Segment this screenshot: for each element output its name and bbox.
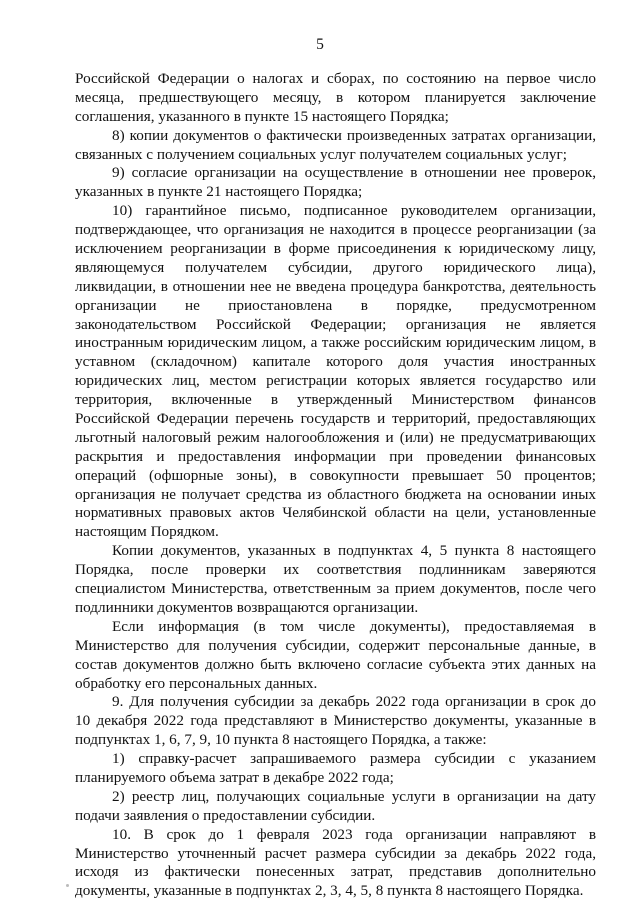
text-line: подачи заявления о предоставлении субсидии. xyxy=(75,806,376,824)
text-line: раскрытия и предоставления информации при проведении финансовых xyxy=(75,447,596,465)
text-line: организации не приостановлена в порядке, предусмотренном xyxy=(75,296,596,314)
text-line: 9. Для получения субсидии за декабрь 2022 года организации в срок до xyxy=(112,693,596,711)
text-line: нормативных правовых актов Челябинской области на цели, установленные xyxy=(75,504,596,522)
text-line: иностранным юридическим лицом, а также российским юридическим лицом, в xyxy=(75,334,596,352)
text-line: операций (офшорные зоны), в совокупности превышает 50 процентов; xyxy=(75,466,596,484)
text-line: соглашения, указанного в пункте 15 настоящего Порядка; xyxy=(75,107,449,125)
text-line: Порядка, после проверки их соответствия подлинникам заверяются xyxy=(75,561,596,579)
text-line: исключением реорганизации в форме присоединения к юридическому лицу, xyxy=(75,240,596,258)
text-line: планируемого объема затрат в декабре 2022 года; xyxy=(75,768,394,786)
page-number: 5 xyxy=(316,36,324,53)
text-line: ликвидации, в отношении нее не введена процедура банкротства, деятельность xyxy=(75,277,596,295)
text-line: уставном (складочном) капитале которого доля участия иностранных xyxy=(75,353,596,371)
text-line: 8) копии документов о фактически произведенных затратах организации, xyxy=(112,126,596,144)
text-line: месяца, предшествующего месяцу, в котором планируется заключение xyxy=(75,88,596,106)
text-line: 2) реестр лиц, получающих социальные услуги в организации на дату xyxy=(112,787,596,805)
text-line: льготный налоговый режим налогообложения и (или) не предусматривающих xyxy=(75,428,596,446)
text-line: 10. В срок до 1 февраля 2023 года организации направляют в xyxy=(112,825,596,843)
document-body xyxy=(75,70,596,901)
text-line: специалистом Министерства, ответственным за прием документов, после чего xyxy=(75,580,596,598)
text-line: подлинники документов возвращаются организации. xyxy=(75,598,419,616)
text-line: территория, включенные в утвержденный Министерством финансов xyxy=(75,391,596,409)
scan-speck xyxy=(66,884,69,887)
text-line: Министерство для получения субсидии, содержит персональные данные, в xyxy=(75,636,596,654)
text-line: 10 декабря 2022 года представляют в Министерство документы, указанные в xyxy=(75,712,596,730)
text-line: юридических лиц, местом регистрации которых является государство или xyxy=(75,372,596,390)
text-line: состав документов должно быть включено согласие субъекта этих данных на xyxy=(75,655,596,673)
text-line: законодательством Российской Федерации; организация не является xyxy=(75,315,596,333)
text-line: Копии документов, указанных в подпунктах 4, 5 пункта 8 настоящего xyxy=(112,542,596,560)
text-line: связанных с получением социальных услуг получателем социальных услуг; xyxy=(75,145,567,163)
text-line: подпунктах 1, 6, 7, 9, 10 пункта 8 настоящего Порядка, а также: xyxy=(75,731,487,749)
text-line: 1) справку-расчет запрашиваемого размера субсидии с указанием xyxy=(112,750,596,768)
text-line: указанных в пункте 21 настоящего Порядка; xyxy=(75,183,363,201)
text-line: подтверждающее, что организация не находится в процессе реорганизации (за xyxy=(75,221,596,239)
text-line: Российской Федерации перечень государств и территорий, предоставляющих xyxy=(75,410,596,428)
text-line: Если информация (в том числе документы), предоставляемая в xyxy=(112,617,596,635)
text-line: обработку его персональных данных. xyxy=(75,674,318,692)
text-line: 10) гарантийное письмо, подписанное руководителем организации, xyxy=(112,202,596,220)
text-line: Российской Федерации о налогах и сборах, по состоянию на первое число xyxy=(75,70,596,87)
text-line: являющемуся получателем субсидии, другого юридического лица), xyxy=(75,258,596,276)
text-line: 9) согласие организации на осуществление в отношении нее проверок, xyxy=(112,164,596,182)
text-line: настоящим Порядком. xyxy=(75,523,219,541)
text-line: организация не получает средства из областного бюджета на основании иных xyxy=(75,485,596,503)
text-line: Министерство уточненный расчет размера субсидии за декабрь 2022 года, xyxy=(75,844,596,862)
text-line: документы, указанные в подпунктах 2, 3, 4, 5, 8 пункта 8 настоящего Порядка. xyxy=(75,882,584,900)
text-line: исходя из фактически понесенных затрат, представив дополнительно xyxy=(75,863,596,881)
